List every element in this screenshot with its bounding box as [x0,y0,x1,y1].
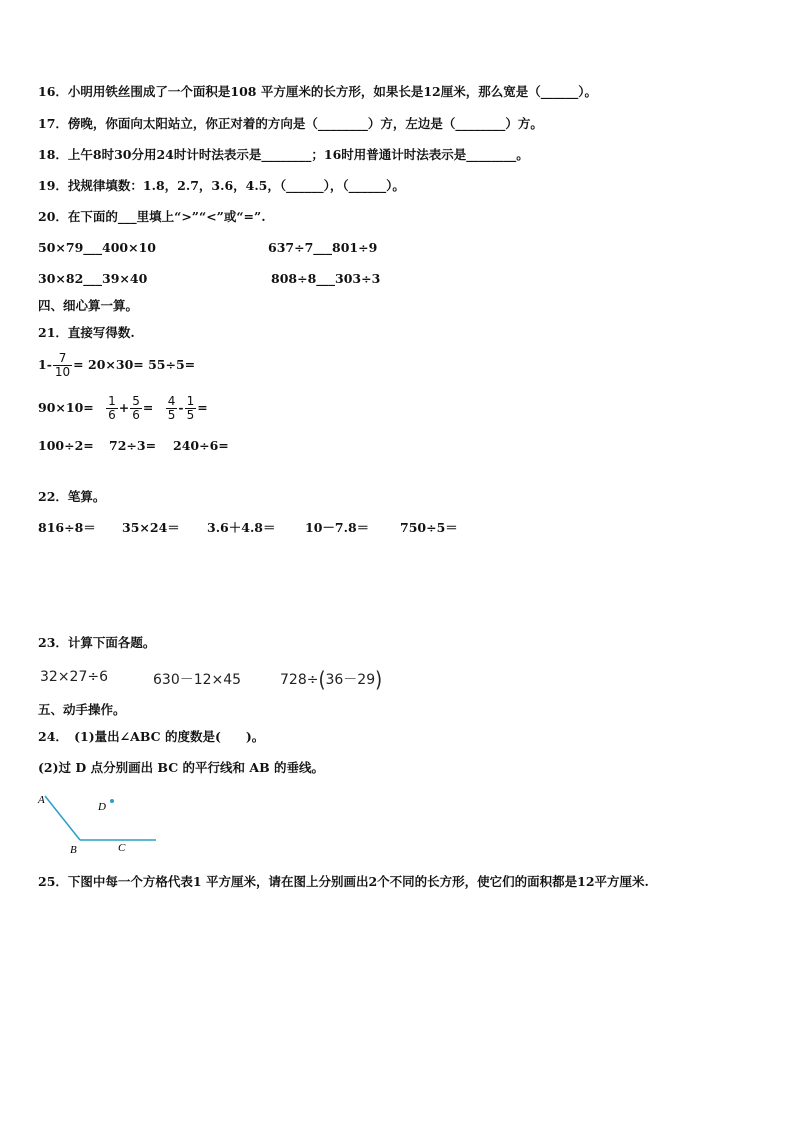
fraction-denominator: 10 [54,365,71,379]
q21-item: 72÷3= [109,438,157,453]
segment-ba [45,796,80,840]
question-24-part-1: 24． (1)量出∠ABC 的度数是( )。 [38,729,265,744]
fraction [130,395,142,422]
fraction-denominator: 6 [132,408,140,422]
question-24-part-2: (2)过 D 点分别画出 BC 的平行线和 AB 的垂线。 [38,760,324,775]
point-d [110,799,114,803]
fraction-numerator: 1 [186,394,195,408]
q21-item: 100÷2= [38,438,94,453]
q21-item: 240÷6= [173,438,229,453]
fraction-denominator: 6 [108,408,116,422]
q23-expression-b: 630－12×45 [153,672,242,688]
q22-item: 35×24＝ [122,520,180,535]
question-22: 22．笔算。 [38,489,106,504]
operator: - [178,400,184,415]
fraction-numerator: 5 [132,394,140,408]
fraction-denominator: 5 [186,408,195,422]
fraction [106,395,118,422]
q22-item: 750÷5＝ [400,520,458,535]
q23-expression-a: 32×27÷6 [40,669,108,685]
question-19: 19．找规律填数：1.8，2.7，3.6，4.5，（______），（______）。 [38,178,405,193]
label-c: C [118,842,126,854]
q20-item: 50×79___400×10 [38,240,156,255]
q21-prefix: 1- [38,357,52,372]
question-21: 21．直接写得数. [38,325,135,340]
left-paren: ( [318,667,326,694]
label-a: A [38,794,45,806]
operator: + [118,400,130,415]
question-25: 25．下图中每一个方格代表1 平方厘米，请在图上分别画出2个不同的长方形，使它们的面积都是12平方厘米. [38,874,649,889]
q21-row-1 [38,352,195,379]
fraction [166,395,178,422]
question-20: 20．在下面的___里填上“>”“<”或“=”. [38,209,266,224]
q20-item: 637÷7___801÷9 [268,240,378,255]
q20-item: 30×82___39×40 [38,271,148,286]
right-paren: ) [375,667,383,694]
fraction-numerator: 7 [58,351,67,365]
angle-figure [30,788,170,858]
q21-row-2 [38,395,208,422]
q22-item: 3.6＋4.8＝ [207,520,276,535]
fraction-denominator: 5 [167,408,176,422]
label-d: D [98,801,106,813]
q22-item: 10－7.8＝ [305,520,370,535]
fraction-numerator: 4 [167,394,176,408]
fraction [185,395,197,422]
q21-prefix: 90×10= [38,400,94,415]
q20-item: 808÷8___303÷3 [271,271,381,286]
fraction-numerator: 1 [108,394,116,408]
q23-expression-c [280,667,383,694]
section-5-heading: 五、动手操作。 [38,702,126,717]
question-18: 18．上午8时30分用24时计时法表示是________；16时用普通计时法表示是________。 [38,147,529,162]
operator: = [197,400,208,415]
q23-c-inner: 36－29 [325,672,376,688]
label-b: B [70,844,77,856]
question-23: 23．计算下面各题。 [38,635,156,650]
question-16: 16．小明用铁丝围成了一个面积是108 平方厘米的长方形，如果长是12厘米，那么宽是（______）。 [38,84,597,99]
q21-rest: = 20×30= 55÷5= [73,357,196,372]
q23-c-left: 728÷ [280,672,319,688]
question-17: 17．傍晚，你面向太阳站立，你正对着的方向是（________）方，左边是（________）方。 [38,116,543,131]
q22-item: 816÷8＝ [38,520,96,535]
fraction [53,352,72,379]
section-4-heading: 四、细心算一算。 [38,298,139,313]
operator: = [142,400,154,415]
